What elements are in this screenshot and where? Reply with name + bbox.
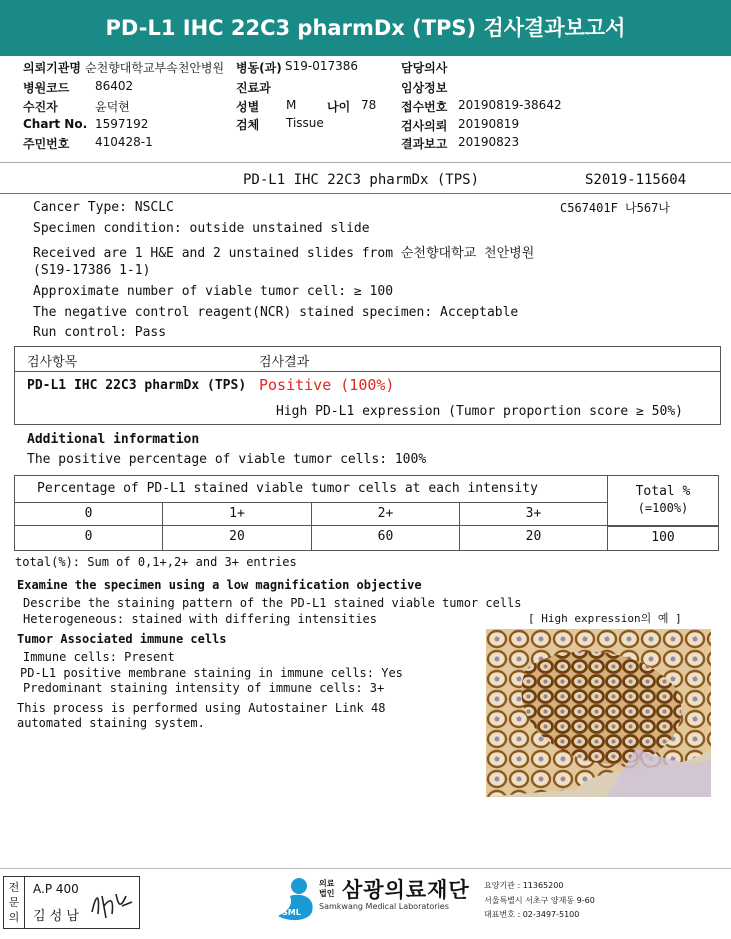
intensity-value-2: 60 [377, 529, 394, 544]
department-label: 병동(과) [236, 61, 282, 75]
hospital-code-value: 86402 [95, 79, 134, 93]
clinic-label: 진료과 [236, 81, 271, 95]
process-line: automated staining system. [17, 716, 205, 730]
immune-line: Predominant staining intensity of immune cells: 3+ [23, 681, 385, 695]
result-table-divider [14, 371, 721, 372]
specialist-label-char: 전 [8, 881, 20, 894]
result-detail: High PD-L1 expression (Tumor proportion score ≥ 50%) [276, 404, 683, 419]
intensity-col-cell [460, 502, 608, 526]
sub-id: C567401F 나567나 [560, 201, 670, 215]
specialist-name: 김 성 남 [33, 909, 79, 924]
sex-label: 성별 [236, 100, 260, 114]
intensity-col-cell [312, 502, 460, 526]
age-value: 78 [361, 98, 377, 112]
process-line: This process is performed using Autostainer Link 48 [17, 701, 386, 715]
intensity-value-1: 20 [229, 529, 245, 544]
specimen-value: Tissue [286, 116, 324, 130]
corp-english: Samkwang Medical Laboratories [319, 902, 449, 911]
tissue-illustration [486, 629, 711, 797]
corp-prefix [319, 879, 334, 899]
immune-line: PD-L1 positive membrane staining in immune cells: Yes [20, 666, 403, 680]
report-divider [0, 193, 731, 194]
corp-address: 서울특별시 서초구 양재동 9-60 [484, 896, 595, 905]
intensity-col-cell [15, 502, 163, 526]
receipt-no-label: 접수번호 [401, 100, 448, 114]
result-col2-header: 검사결과 [259, 355, 310, 370]
report-line: (S19-17386 1-1) [33, 263, 151, 278]
high-expression-image [486, 629, 711, 797]
patient-label: 수진자 [23, 100, 58, 114]
corp-license: 요양기관 : 11365200 [484, 881, 564, 890]
specialist-label-char: 문 [8, 896, 20, 909]
receipt-no-value: 20190819-38642 [458, 98, 562, 112]
specialist-label [7, 880, 21, 925]
sex-value: M [286, 98, 297, 112]
intensity-col-0: 0 [84, 506, 93, 521]
clinical-info-label: 임상정보 [401, 81, 448, 95]
department-value: S19-017386 [285, 59, 359, 73]
corp-prefix-line: 의료 [319, 879, 335, 888]
intensity-header: Percentage of PD-L1 stained viable tumor cells at each intensity [37, 481, 538, 496]
intensity-value-0: 0 [84, 529, 93, 544]
footer-divider [0, 868, 731, 869]
examine-line: Heterogeneous: stained with differing intensities [23, 612, 378, 626]
result-item: PD-L1 IHC 22C3 pharmDx (TPS) [27, 378, 247, 393]
test-name-heading: PD-L1 IHC 22C3 pharmDx (TPS) [243, 172, 480, 188]
intensity-col-cell [163, 502, 312, 526]
total-value: 100 [651, 530, 675, 545]
intensity-value-cell [312, 526, 460, 550]
report-line: Specimen condition: outside unstained slide [33, 221, 370, 236]
intensity-table [14, 475, 719, 551]
specimen-label: 검체 [236, 118, 260, 132]
additional-text: The positive percentage of viable tumor cells: 100% [27, 452, 427, 467]
age-label: 나이 [327, 100, 351, 114]
report-line: Cancer Type: NSCLC [33, 200, 174, 215]
immune-heading: Tumor Associated immune cells [17, 632, 227, 646]
patient-value: 윤덕현 [95, 100, 130, 114]
institution-label: 의뢰기관명 [23, 61, 81, 75]
image-caption: [ High expression의 예 ] [528, 612, 682, 625]
resident-no-label: 주민번호 [23, 137, 70, 151]
examine-line: Describe the staining pattern of the PD-L1 stained viable tumor cells [23, 596, 522, 610]
report-date-value: 20190823 [458, 135, 520, 149]
intensity-col-3: 3+ [525, 506, 542, 521]
hospital-code-label: 병원코드 [23, 81, 70, 95]
logo-badge: SML [282, 908, 301, 917]
total-header-cell [608, 476, 718, 526]
corp-prefix-line: 법인 [319, 889, 335, 898]
chart-no-value: 1597192 [95, 117, 149, 131]
doctor-label: 담당의사 [401, 61, 448, 75]
report-title: PD-L1 IHC 22C3 pharmDx (TPS) 검사결과보고서 [105, 16, 626, 40]
immune-line: Immune cells: Present [23, 650, 175, 664]
request-date-label: 검사의뢰 [401, 119, 448, 133]
examine-heading: Examine the specimen using a low magnification objective [17, 578, 422, 592]
result-positive: Positive (100%) [259, 376, 395, 394]
report-line: Received are 1 H&E and 2 unstained slides from 순천향대학교 천안병원 [33, 246, 535, 261]
header-divider [0, 162, 731, 163]
intensity-col-1: 1+ [229, 506, 245, 521]
intensity-col-2: 2+ [377, 506, 394, 521]
report-line: The negative control reagent(NCR) stained specimen: Acceptable [33, 305, 519, 320]
intensity-footnote: total(%): Sum of 0,1+,2+ and 3+ entries [15, 555, 297, 569]
total-value-cell [608, 526, 718, 550]
intensity-value-3: 20 [525, 529, 542, 544]
sml-logo-icon [272, 876, 318, 924]
specialist-label-char: 의 [8, 911, 20, 924]
chart-no-label: Chart No. [23, 117, 88, 131]
total-header: Total % [635, 484, 691, 499]
intensity-header-cell [15, 476, 608, 502]
specialist-box-divider [24, 876, 25, 929]
report-line: Run control: Pass [33, 325, 167, 340]
corp-name: 삼광의료재단 [342, 878, 470, 902]
specialist-code: A.P 400 [33, 882, 79, 896]
total-sub: (=100%) [637, 501, 689, 515]
report-date-label: 결과보고 [401, 137, 448, 151]
resident-no-value: 410428-1 [95, 135, 153, 149]
intensity-value-cell [15, 526, 163, 550]
institution-value: 순천향대학교부속천안병원 [85, 61, 225, 75]
report-id: S2019-115604 [585, 172, 687, 188]
additional-heading: Additional information [27, 432, 200, 447]
corp-phone: 대표번호 : 02-3497-5100 [484, 910, 580, 919]
intensity-value-cell [163, 526, 312, 550]
result-col1-header: 검사항목 [27, 355, 78, 370]
request-date-value: 20190819 [458, 117, 520, 131]
signature-icon [88, 884, 136, 924]
report-line: Approximate number of viable tumor cell: ≥ 100 [33, 284, 394, 299]
intensity-value-cell [460, 526, 608, 550]
